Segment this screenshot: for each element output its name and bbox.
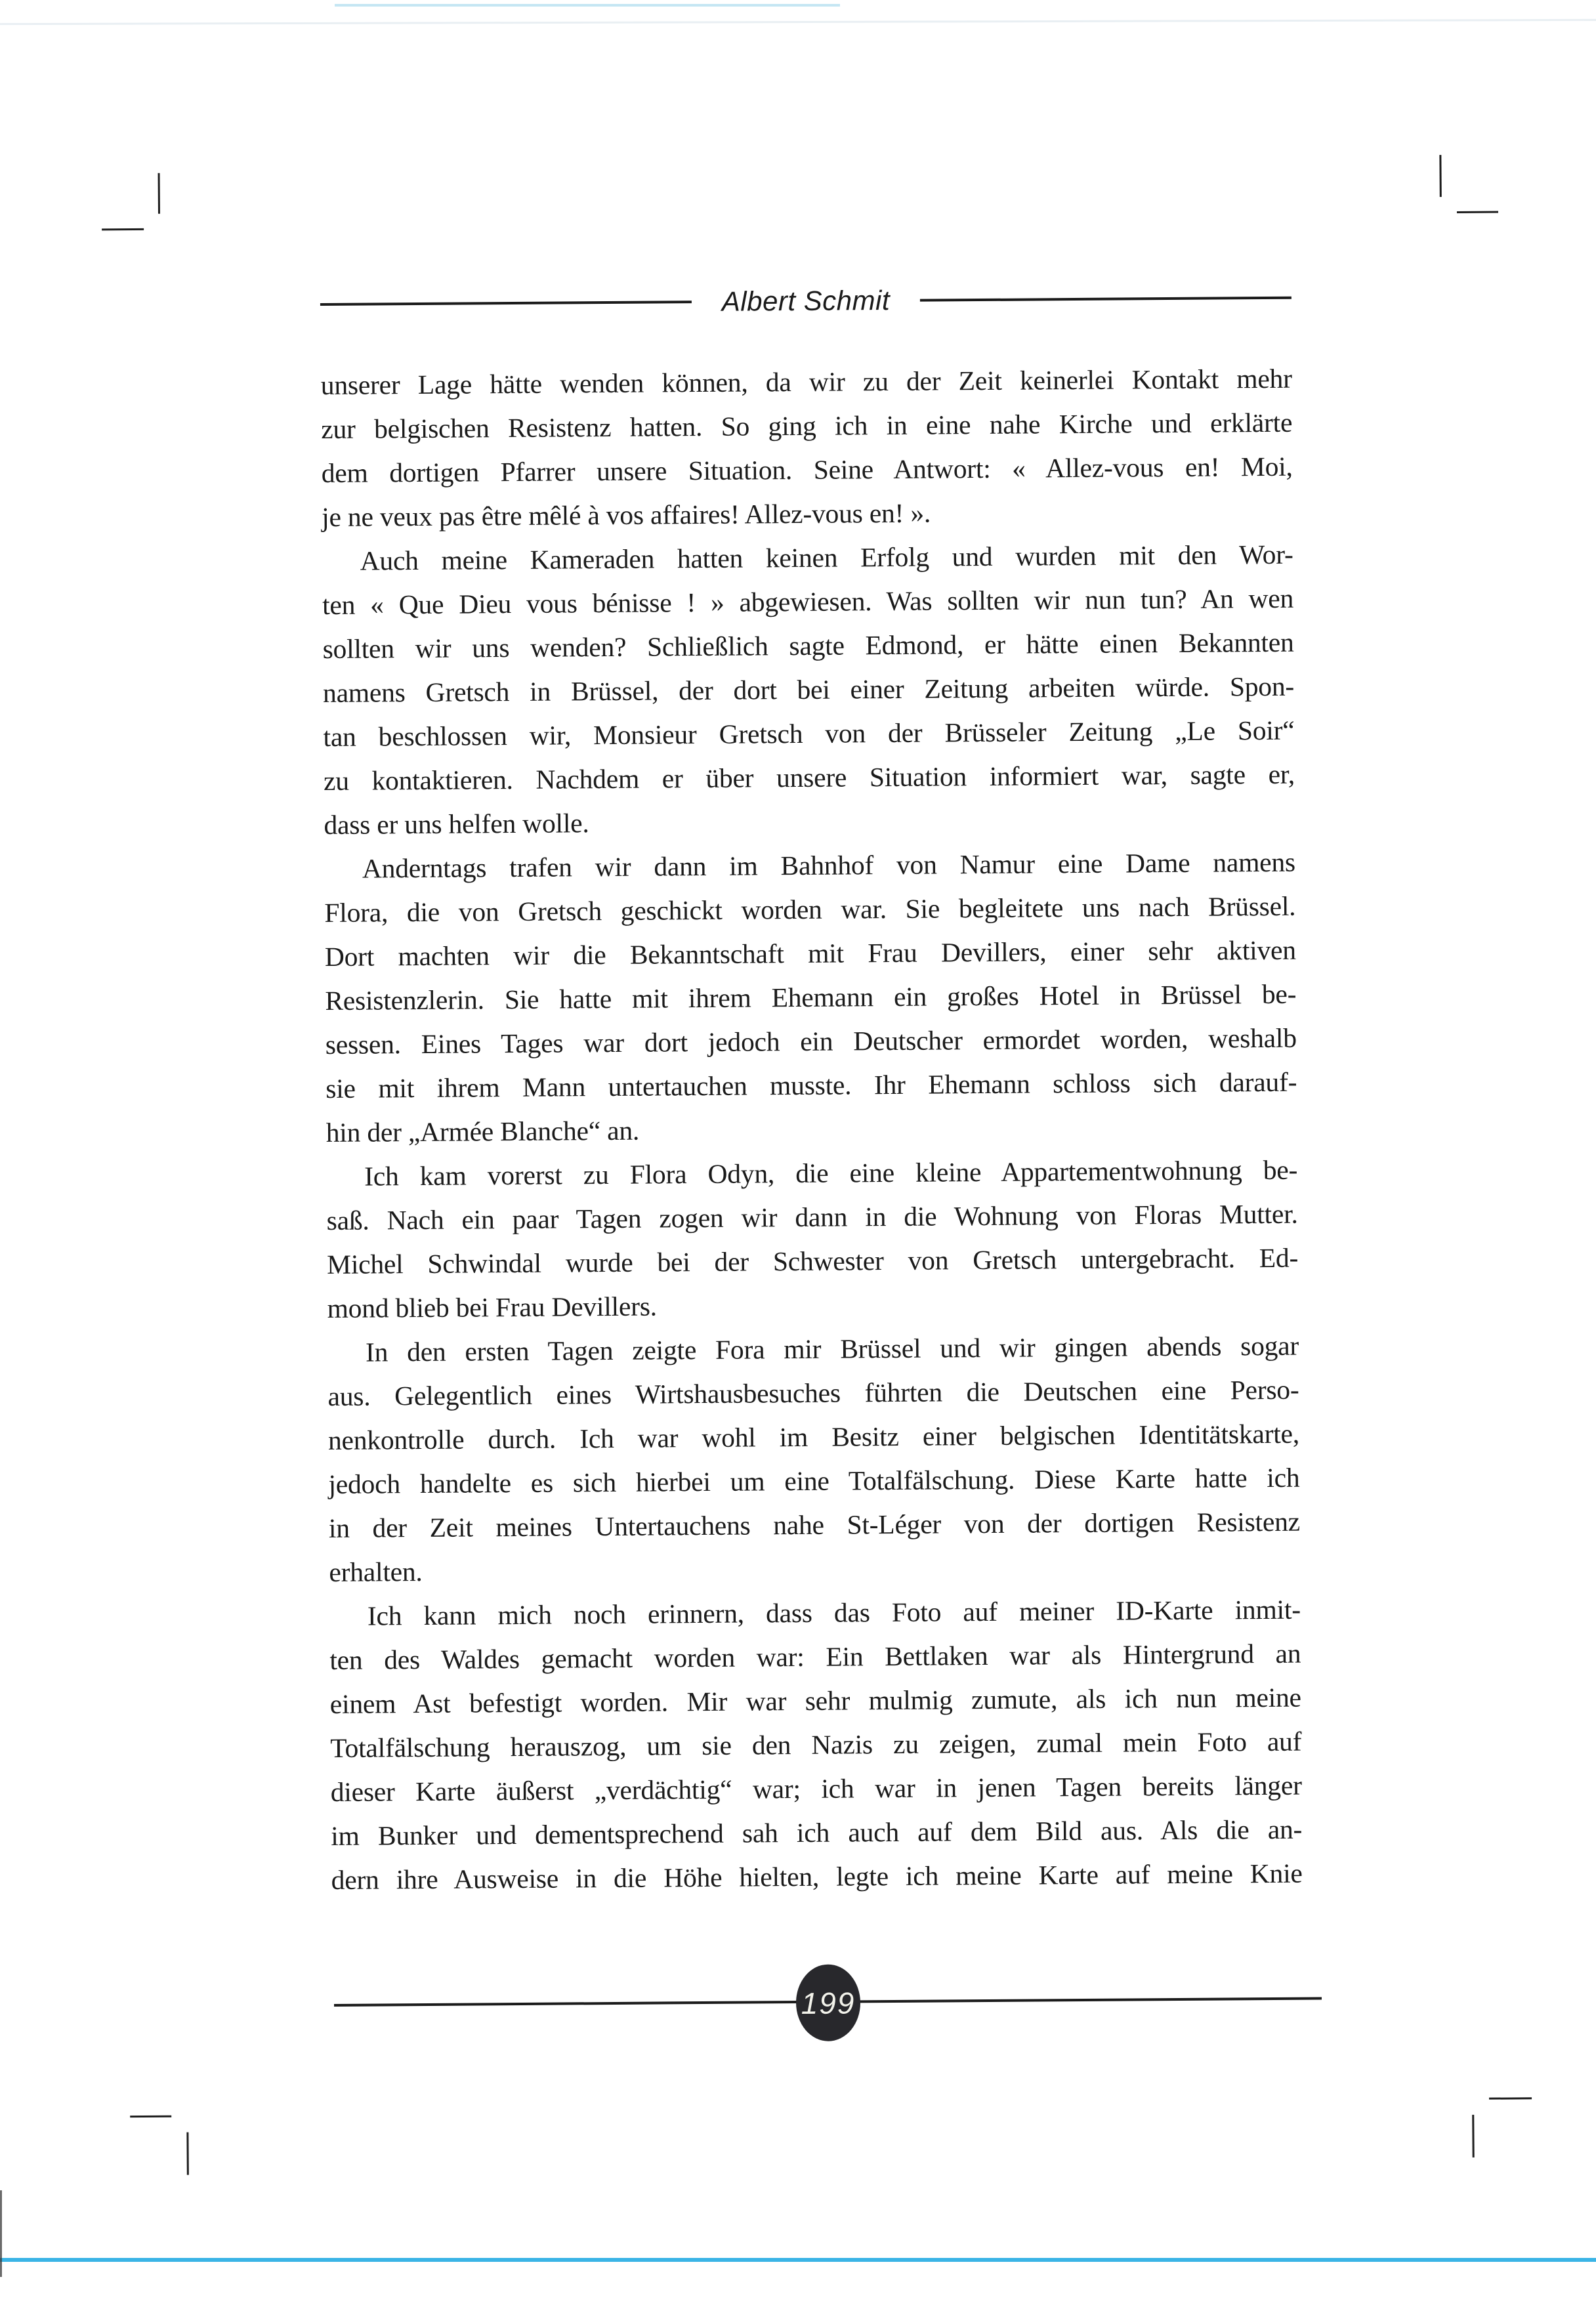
crop-mark-bottom-right-horizontal	[1489, 2097, 1532, 2099]
text-line: Dort machten wir die Bekanntschaft mit Frau Devillers, einer sehr aktiven	[324, 934, 1296, 972]
text-line: Ich kann mich noch erinnern, dass das Foto auf meiner ID-Karte inmit-	[367, 1594, 1301, 1631]
text-line: hin der „Armée Blanche“ an.	[326, 1115, 640, 1148]
text-line: Michel Schwindal wurde bei der Schwester von Gretsch untergebracht. Ed-	[326, 1242, 1299, 1280]
running-header-author: Albert Schmit	[721, 284, 891, 317]
text-line: ten « Que Dieu vous bénisse ! » abgewiesen. Was sollten wir nun tun? An wen	[322, 583, 1294, 621]
body-text	[321, 357, 1303, 1902]
crop-mark-top-left-vertical	[158, 173, 160, 214]
text-line: jedoch handelte es sich hierbei um eine Totalfälschung. Diese Karte hatte ich	[328, 1462, 1300, 1500]
text-line: dieser Karte äußerst „verdächtig“ war; ich war in jenen Tagen bereits länger	[330, 1770, 1302, 1807]
text-line: dass er uns helfen wolle.	[324, 808, 589, 841]
text-line: sessen. Eines Tages war dort jedoch ein Deutscher ermordet worden, weshalb	[325, 1022, 1297, 1060]
scan-artifact-blue-line-bottom	[0, 2258, 1596, 2262]
text-line: tan beschlossen wir, Monsieur Gretsch von der Brüsseler Zeitung „Le Soir“	[323, 715, 1295, 753]
crop-mark-bottom-left-vertical	[186, 2133, 188, 2175]
crop-mark-top-right-horizontal	[1457, 211, 1498, 213]
crop-mark-top-right-vertical	[1439, 155, 1441, 197]
text-line: In den ersten Tagen zeigte Fora mir Brüssel und wir gingen abends sogar	[365, 1330, 1299, 1367]
text-line: aus. Gelegentlich eines Wirtshausbesuches führten die Deutschen eine Perso-	[327, 1374, 1299, 1412]
text-line: sie mit ihrem Mann untertauchen musste. Ihr Ehemann schloss sich darauf-	[326, 1066, 1297, 1104]
text-line: Totalfälschung herauszog, um sie den Nazis zu zeigen, zumal mein Foto auf	[330, 1726, 1302, 1763]
text-line: zu kontaktieren. Nachdem er über unsere Situation informiert war, sagte er,	[323, 759, 1295, 797]
text-line: einem Ast befestigt worden. Mir war sehr mulmig zumute, als ich nun meine	[329, 1682, 1301, 1719]
text-line: mond blieb bei Frau Devillers.	[327, 1291, 658, 1324]
text-line: zur belgischen Resistenz hatten. So ging ich in eine nahe Kirche und erklärte	[321, 407, 1293, 445]
text-line: sollten wir uns wenden? Schließlich sagte Edmond, er hätte einen Bekannten	[322, 627, 1294, 665]
scan-artifact-blue-line-top	[335, 4, 840, 7]
text-line: nenkontrolle durch. Ich war wohl im Besitz einer belgischen Identitätskarte,	[327, 1418, 1300, 1456]
page-number: 199	[801, 1985, 856, 2020]
scan-artifact-left-edge	[0, 2190, 2, 2277]
text-line: erhalten.	[329, 1556, 423, 1588]
text-line: saß. Nach ein paar Tagen zogen wir dann in die Wohnung von Floras Mutter.	[326, 1198, 1298, 1236]
text-line: Anderntags trafen wir dann im Bahnhof von Namur eine Dame namens	[362, 846, 1296, 884]
text-line: dem dortigen Pfarrer unsere Situation. Seine Antwort: « Allez-vous en! Moi,	[321, 451, 1293, 489]
text-line: in der Zeit meines Untertauchens nahe St-Léger von der dortigen Resistenz	[328, 1506, 1301, 1544]
page-number-oval	[796, 1964, 861, 2041]
text-line: ten des Waldes gemacht worden war: Ein Bettlaken war als Hintergrund an	[329, 1638, 1301, 1676]
header-rule-left	[320, 301, 692, 306]
crop-mark-top-left-horizontal	[102, 228, 144, 230]
crop-mark-bottom-right-vertical	[1472, 2115, 1474, 2158]
text-line: dern ihre Ausweise in die Höhe hielten, legte ich meine Karte auf meine Knie	[331, 1858, 1303, 1895]
running-header	[320, 284, 1292, 318]
text-line: Auch meine Kameraden hatten keinen Erfolg und wurden mit den Wor-	[360, 539, 1293, 576]
text-line: unserer Lage hätte wenden können, da wir zu der Zeit keinerlei Kontakt mehr	[320, 363, 1292, 401]
text-line: Ich kam vorerst zu Flora Odyn, die eine kleine Appartementwohnung be-	[364, 1154, 1298, 1192]
text-line: im Bunker und dementsprechend sah ich auch auf dem Bild aus. Als die an-	[331, 1814, 1303, 1851]
text-line: je ne veux pas être mêlé à vos affaires! Allez-vous en! ».	[322, 497, 931, 533]
crop-mark-bottom-left-horizontal	[130, 2116, 171, 2117]
header-rule-right	[920, 297, 1292, 302]
text-line: Flora, die von Gretsch geschickt worden war. Sie begleitete uns nach Brüssel.	[324, 890, 1296, 928]
text-line: namens Gretsch in Brüssel, der dort bei einer Zeitung arbeiten würde. Spon-	[322, 671, 1295, 709]
text-line: Resistenzlerin. Sie hatte mit ihrem Ehemann ein großes Hotel in Brüssel be-	[325, 978, 1297, 1016]
